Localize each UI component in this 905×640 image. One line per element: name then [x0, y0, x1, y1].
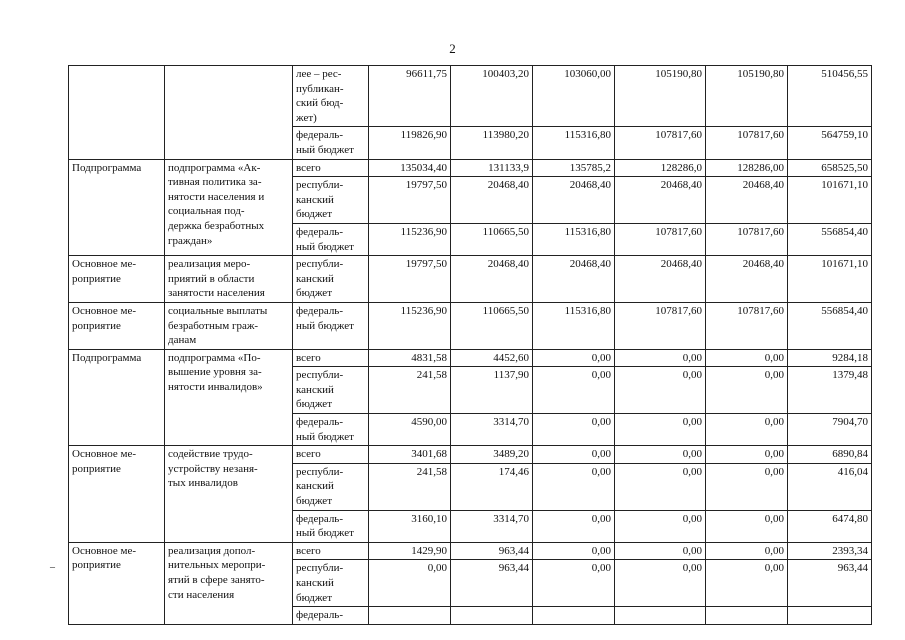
cell-value: 107817,60: [615, 127, 706, 159]
cell-value: 0,00: [706, 510, 788, 542]
cell-value: 241,58: [369, 463, 451, 510]
cell-value: 0,00: [533, 560, 615, 607]
cell-value: 3314,70: [451, 414, 533, 446]
cell-value: 510456,55: [788, 66, 872, 127]
cell-status: Подпрограмма: [69, 159, 165, 256]
cell-value: 19797,50: [369, 256, 451, 303]
cell-value: [788, 607, 872, 625]
table-row: [69, 66, 872, 127]
cell-value: 107817,60: [615, 302, 706, 349]
cell-value: 0,00: [533, 349, 615, 367]
cell-value: 20468,40: [706, 256, 788, 303]
cell-value: 0,00: [615, 414, 706, 446]
cell-value: 119826,90: [369, 127, 451, 159]
cell-value: 103060,00: [533, 66, 615, 127]
cell-value: 0,00: [533, 542, 615, 560]
table-row: [69, 159, 872, 177]
table-row: [69, 542, 872, 560]
cell-value: 20468,40: [615, 256, 706, 303]
cell-value: 3160,10: [369, 510, 451, 542]
cell-source: федераль- ный бюджет: [293, 510, 369, 542]
page-number: 2: [449, 41, 456, 56]
cell-value: 1379,48: [788, 367, 872, 414]
cell-value: 963,44: [451, 542, 533, 560]
cell-value: 115236,90: [369, 302, 451, 349]
cell-source: федераль- ный бюджет: [293, 414, 369, 446]
budget-table: [68, 65, 872, 625]
cell-value: 3401,68: [369, 446, 451, 464]
cell-value: 1137,90: [451, 367, 533, 414]
cell-value: 107817,60: [706, 223, 788, 255]
cell-value: 20468,40: [706, 177, 788, 224]
cell-value: 963,44: [451, 560, 533, 607]
cell-value: 0,00: [615, 542, 706, 560]
cell-value: 0,00: [615, 560, 706, 607]
cell-value: [615, 607, 706, 625]
cell-value: 7904,70: [788, 414, 872, 446]
cell-value: 115316,80: [533, 302, 615, 349]
cell-value: 0,00: [615, 446, 706, 464]
cell-value: 107817,60: [706, 302, 788, 349]
cell-name: социальные выплаты безработным граж- данам: [165, 302, 293, 349]
cell-value: 0,00: [615, 349, 706, 367]
cell-value: 113980,20: [451, 127, 533, 159]
cell-value: 0,00: [615, 463, 706, 510]
cell-source: всего: [293, 349, 369, 367]
table-row: [69, 256, 872, 303]
cell-name: [165, 66, 293, 160]
cell-value: 556854,40: [788, 223, 872, 255]
cell-status: Основное ме- роприятие: [69, 542, 165, 624]
cell-source: федераль- ный бюджет: [293, 127, 369, 159]
cell-value: 0,00: [706, 446, 788, 464]
cell-value: 20468,40: [615, 177, 706, 224]
cell-value: [451, 607, 533, 625]
cell-value: 2393,34: [788, 542, 872, 560]
cell-value: 131133,9: [451, 159, 533, 177]
cell-value: 0,00: [706, 463, 788, 510]
cell-value: 0,00: [706, 414, 788, 446]
cell-value: 0,00: [706, 349, 788, 367]
cell-source: федераль- ный бюджет: [293, 302, 369, 349]
cell-value: 107817,60: [706, 127, 788, 159]
cell-value: 0,00: [706, 560, 788, 607]
cell-value: 6890,84: [788, 446, 872, 464]
cell-value: 0,00: [369, 560, 451, 607]
table-row: [69, 302, 872, 349]
cell-source: федераль-: [293, 607, 369, 625]
cell-value: 0,00: [615, 510, 706, 542]
cell-status: Основное ме- роприятие: [69, 446, 165, 543]
cell-value: 241,58: [369, 367, 451, 414]
cell-value: 4452,60: [451, 349, 533, 367]
cell-status: Основное ме- роприятие: [69, 256, 165, 303]
cell-value: 110665,50: [451, 223, 533, 255]
cell-status: Основное ме- роприятие: [69, 302, 165, 349]
cell-status: [69, 66, 165, 160]
cell-value: 556854,40: [788, 302, 872, 349]
cell-value: 100403,20: [451, 66, 533, 127]
cell-value: 0,00: [706, 367, 788, 414]
cell-source: республи- канский бюджет: [293, 256, 369, 303]
cell-value: 4831,58: [369, 349, 451, 367]
cell-value: 135034,40: [369, 159, 451, 177]
cell-value: 3489,20: [451, 446, 533, 464]
cell-value: 9284,18: [788, 349, 872, 367]
cell-value: 19797,50: [369, 177, 451, 224]
cell-source: всего: [293, 542, 369, 560]
cell-source: республи- канский бюджет: [293, 177, 369, 224]
cell-value: 128286,0: [615, 159, 706, 177]
cell-value: [706, 607, 788, 625]
cell-value: 0,00: [533, 414, 615, 446]
cell-value: 110665,50: [451, 302, 533, 349]
cell-value: 128286,00: [706, 159, 788, 177]
cell-value: 0,00: [533, 367, 615, 414]
table-row: [69, 446, 872, 464]
cell-value: 0,00: [533, 463, 615, 510]
cell-value: 20468,40: [533, 177, 615, 224]
cell-value: 0,00: [533, 446, 615, 464]
cell-value: 0,00: [533, 510, 615, 542]
cell-name: содействие трудо- устройству незаня- тых инвалидов: [165, 446, 293, 543]
cell-value: 1429,90: [369, 542, 451, 560]
cell-name: реализация меро- приятий в области занятости населения: [165, 256, 293, 303]
cell-source: республи- канский бюджет: [293, 560, 369, 607]
cell-source: республи- канский бюджет: [293, 367, 369, 414]
cell-value: [533, 607, 615, 625]
cell-source: республи- канский бюджет: [293, 463, 369, 510]
cell-value: 174,46: [451, 463, 533, 510]
cell-value: 105190,80: [615, 66, 706, 127]
cell-value: 564759,10: [788, 127, 872, 159]
table-row: [69, 349, 872, 367]
cell-value: 101671,10: [788, 177, 872, 224]
cell-name: реализация допол- нительных меропри- ятий в сфере занято- сти населения: [165, 542, 293, 624]
cell-value: 963,44: [788, 560, 872, 607]
cell-value: 115236,90: [369, 223, 451, 255]
cell-value: 101671,10: [788, 256, 872, 303]
cell-value: [369, 607, 451, 625]
cell-value: 416,04: [788, 463, 872, 510]
cell-value: 20468,40: [451, 177, 533, 224]
cell-value: 135785,2: [533, 159, 615, 177]
cell-value: 20468,40: [533, 256, 615, 303]
cell-source: федераль- ный бюджет: [293, 223, 369, 255]
cell-value: 115316,80: [533, 223, 615, 255]
cell-source: лее – рес- публикан- ский бюд- жет): [293, 66, 369, 127]
cell-value: 96611,75: [369, 66, 451, 127]
cell-value: 658525,50: [788, 159, 872, 177]
cell-value: 105190,80: [706, 66, 788, 127]
cell-value: 4590,00: [369, 414, 451, 446]
margin-mark: –: [50, 562, 55, 573]
cell-value: 0,00: [706, 542, 788, 560]
cell-value: 115316,80: [533, 127, 615, 159]
cell-value: 20468,40: [451, 256, 533, 303]
cell-name: подпрограмма «По- вышение уровня за- нятости инвалидов»: [165, 349, 293, 446]
cell-value: 0,00: [615, 367, 706, 414]
cell-source: всего: [293, 159, 369, 177]
cell-source: всего: [293, 446, 369, 464]
cell-status: Подпрограмма: [69, 349, 165, 446]
cell-value: 3314,70: [451, 510, 533, 542]
cell-value: 6474,80: [788, 510, 872, 542]
cell-name: подпрограмма «Ак- тивная политика за- нятости населения и социальная под- держка безработных граждан»: [165, 159, 293, 256]
cell-value: 107817,60: [615, 223, 706, 255]
